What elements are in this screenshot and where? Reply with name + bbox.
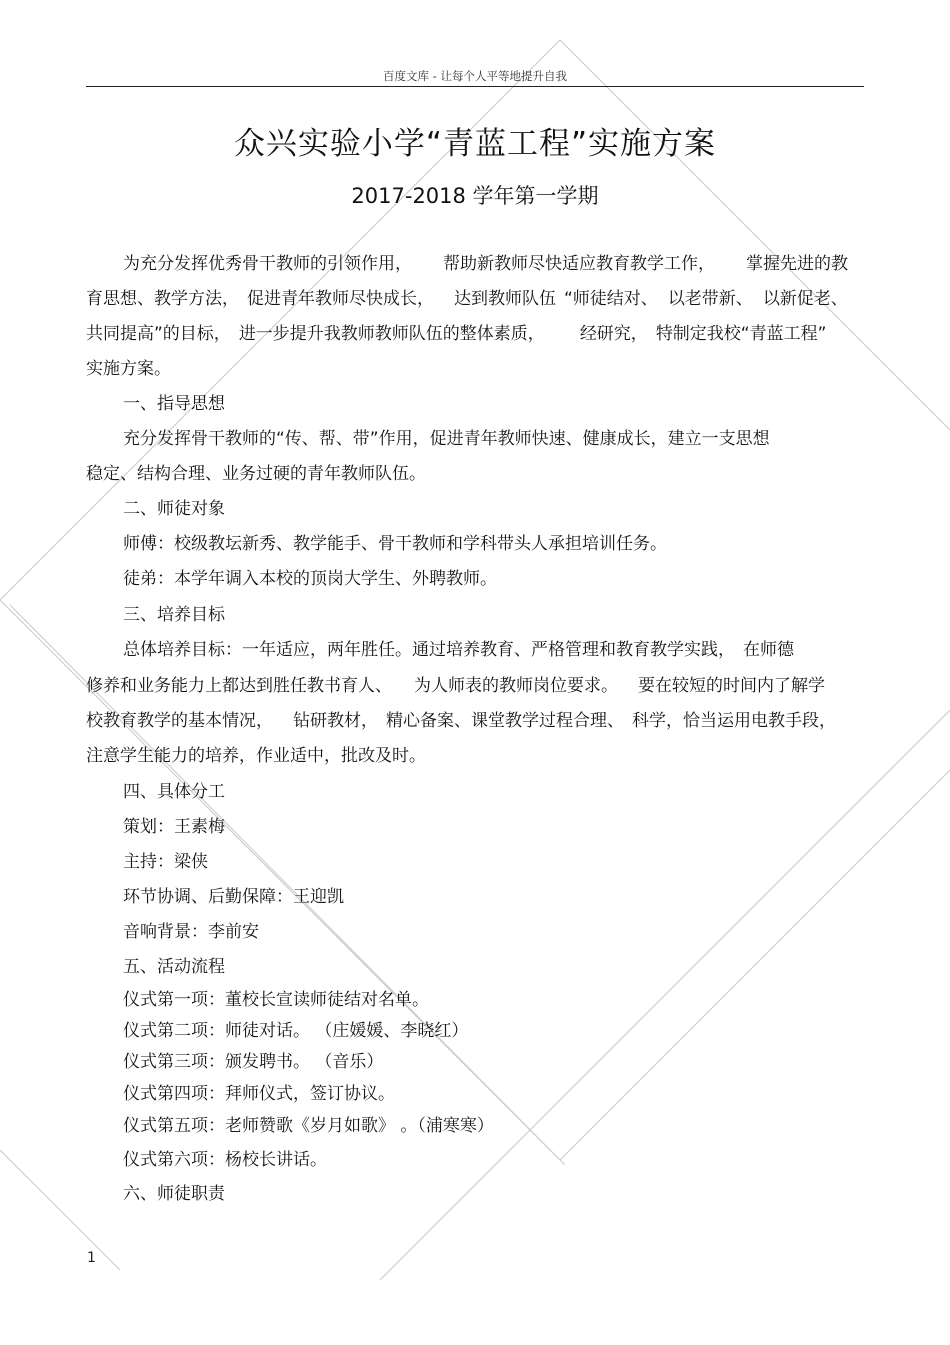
- section-1-line-2: 稳定、结构合理、业务过硬的青年教师队伍。: [86, 464, 426, 484]
- section-5-heading: 五、活动流程: [123, 957, 225, 977]
- section-3-line-4: 注意学生能力的培养，作业适中，批改及时。: [86, 746, 426, 766]
- text-run: 促进青年教师尽快成长，: [247, 289, 434, 309]
- document-subtitle: 2017-2018 学年第一学期: [351, 184, 599, 208]
- section-3-line-3: [86, 710, 836, 732]
- section-4-heading: 四、具体分工: [123, 782, 225, 802]
- text-run: 以新促老、: [762, 289, 848, 309]
- text-run: 帮助新教师尽快适应教育教学工作，: [443, 254, 715, 274]
- text-run: “师徒结对、: [564, 289, 658, 309]
- ceremony-step-3: 仪式第三项：颁发聘书。 （音乐）: [123, 1052, 384, 1072]
- role-host: 主持：梁侠: [123, 852, 208, 872]
- ceremony-step-2: 仪式第二项：师徒对话。 （庄媛媛、李晓红）: [123, 1021, 469, 1041]
- role-logistics: 环节协调、后勤保障：王迎凯: [123, 887, 344, 907]
- text-run: 校教育教学的基本情况，: [86, 711, 273, 731]
- text-run: 进一步提升我教师教师队伍的整体素质，: [238, 324, 545, 344]
- section-2-master: 师傅：校级教坛新秀、教学能手、骨干教师和学科带头人承担培训任务。: [123, 534, 667, 554]
- text-run: 经研究，: [579, 324, 648, 344]
- intro-line-4: [86, 358, 171, 380]
- ceremony-step-1: 仪式第一项：董校长宣读师徒结对名单。: [123, 990, 429, 1010]
- section-3-line-1: [123, 639, 794, 661]
- text-run: 特制定我校“青蓝工程”: [655, 324, 827, 344]
- intro-line-2: [86, 288, 848, 310]
- intro-line-3: [86, 323, 826, 345]
- section-1-heading: 一、指导思想: [123, 394, 225, 414]
- intro-line-1: [123, 253, 848, 275]
- text-run: 总体培养目标：一年适应，两年胜任。通过培养教育、严格管理和教育教学实践，: [123, 640, 735, 660]
- role-audio: 音响背景：李前安: [123, 922, 259, 942]
- document-title: 众兴实验小学“青蓝工程”实施方案: [233, 126, 717, 162]
- text-run: 共同提高”的目标，: [86, 324, 231, 344]
- section-3-heading: 三、培养目标: [123, 605, 225, 625]
- ceremony-step-4: 仪式第四项：拜师仪式，签订协议。: [123, 1084, 395, 1104]
- ceremony-step-6: 仪式第六项：杨校长讲话。: [123, 1150, 327, 1170]
- section-1-line-1: 充分发挥骨干教师的“传、帮、带”作用，促进青年教师快速、健康成长，建立一支思想: [123, 429, 770, 449]
- page-header: 百度文库 - 让每个人平等地提升自我: [383, 69, 567, 83]
- header-divider: [86, 86, 864, 87]
- section-2-heading: 二、师徒对象: [123, 499, 225, 519]
- text-run: 达到教师队伍: [454, 289, 556, 309]
- page-number: 1: [87, 1250, 96, 1266]
- text-run: 育思想、教学方法，: [86, 289, 239, 309]
- text-run: 精心备案、: [386, 711, 471, 731]
- text-run: 课堂教学过程合理、: [471, 711, 624, 731]
- text-run: 为充分发挥优秀骨干教师的引领作用，: [123, 254, 412, 274]
- section-2-apprentice: 徒弟：本学年调入本校的顶岗大学生、外聘教师。: [123, 569, 497, 589]
- text-run: 科学，恰当运用电教手段，: [632, 711, 836, 731]
- text-run: 以老带新、: [667, 289, 753, 309]
- role-planner: 策划：王素梅: [123, 817, 225, 837]
- text-run: 实施方案。: [86, 359, 171, 379]
- text-run: 在师德: [743, 640, 794, 660]
- text-run: 要在较短的时间内了解学: [638, 676, 825, 696]
- section-3-line-2: [86, 675, 825, 697]
- text-run: 钻研教材，: [293, 711, 378, 731]
- section-6-heading: 六、师徒职责: [123, 1184, 225, 1204]
- ceremony-step-5: 仪式第五项：老师赞歌《岁月如歌》 。（浦寒寒）: [123, 1116, 494, 1136]
- text-run: 为人师表的教师岗位要求。: [414, 676, 618, 696]
- text-run: 修养和业务能力上都达到胜任教书育人、: [86, 676, 392, 696]
- text-run: 掌握先进的教: [746, 254, 848, 274]
